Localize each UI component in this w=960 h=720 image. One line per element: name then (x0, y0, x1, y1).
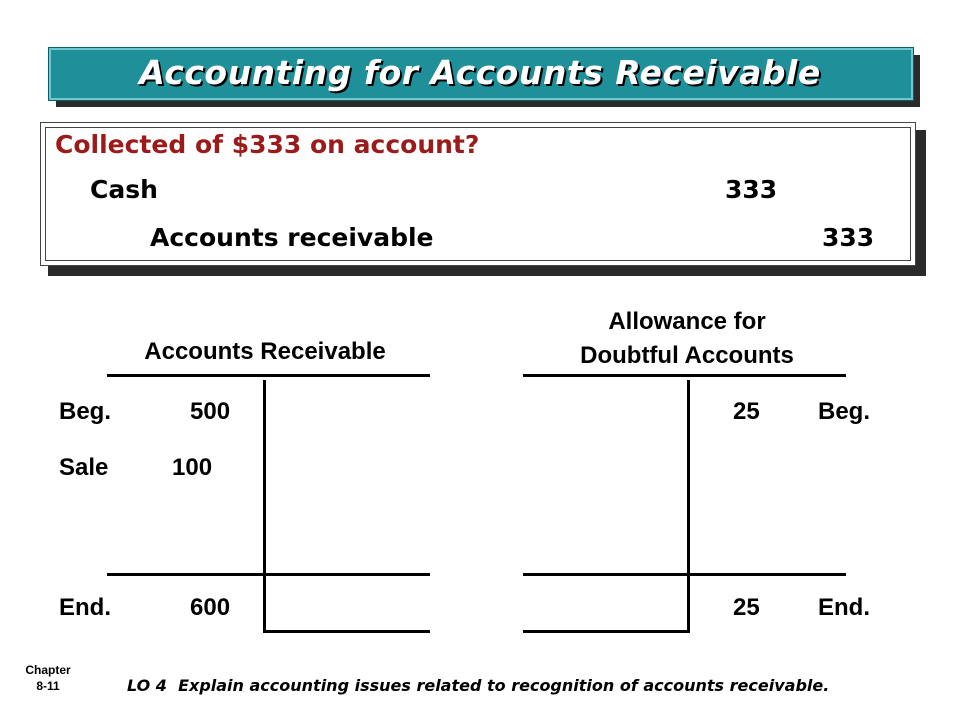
t-account-ar-row-label: Beg. (59, 398, 112, 425)
t-account-ar-bottom-line (263, 630, 430, 633)
t-account-ar-row-label: Sale (59, 454, 109, 481)
t-account-allowance-title (522, 305, 852, 373)
t-account-ar-row-amount: 600 (190, 594, 231, 621)
t-account-allowance-divider (687, 380, 690, 630)
chapter-number: 8-11 (36, 679, 60, 693)
t-account-allowance-bottom-line (523, 630, 690, 633)
t-account-allowance-title-line2: Doubtful Accounts (580, 342, 794, 369)
t-account-ar-row-label: End. (59, 594, 111, 621)
chapter-label (8, 662, 88, 694)
t-account-allowance-total-line (523, 573, 846, 576)
t-account-ar-top-line (107, 374, 430, 377)
t-account-allowance-row-amount: 25 (733, 594, 760, 621)
learning-objective: LO 4 Explain accounting issues related to recognition of accounts receivable. (127, 676, 830, 695)
t-account-allowance-row-label: Beg. (818, 398, 871, 425)
journal-credit-amount: 333 (822, 223, 875, 252)
slide-title: Accounting for Accounts Receivable (139, 53, 821, 92)
journal-debit-amount: 333 (725, 175, 778, 204)
t-account-ar-total-line (107, 573, 430, 576)
t-account-allowance-row-label: End. (818, 594, 870, 621)
chapter-label-text: Chapter (25, 663, 71, 677)
t-account-ar-divider (263, 380, 266, 630)
t-account-ar-title: Accounts Receivable (144, 338, 386, 365)
journal-credit-account: Accounts receivable (150, 223, 434, 252)
t-account-ar-row-amount: 500 (190, 398, 231, 425)
journal-entry-question: Collected of $333 on account? (55, 130, 480, 159)
t-account-allowance-top-line (523, 374, 846, 377)
t-account-allowance-title-line1: Allowance for (608, 308, 766, 335)
t-account-allowance-row-amount: 25 (733, 398, 760, 425)
journal-debit-account: Cash (90, 175, 158, 204)
t-account-ar-row-amount: 100 (172, 454, 213, 481)
